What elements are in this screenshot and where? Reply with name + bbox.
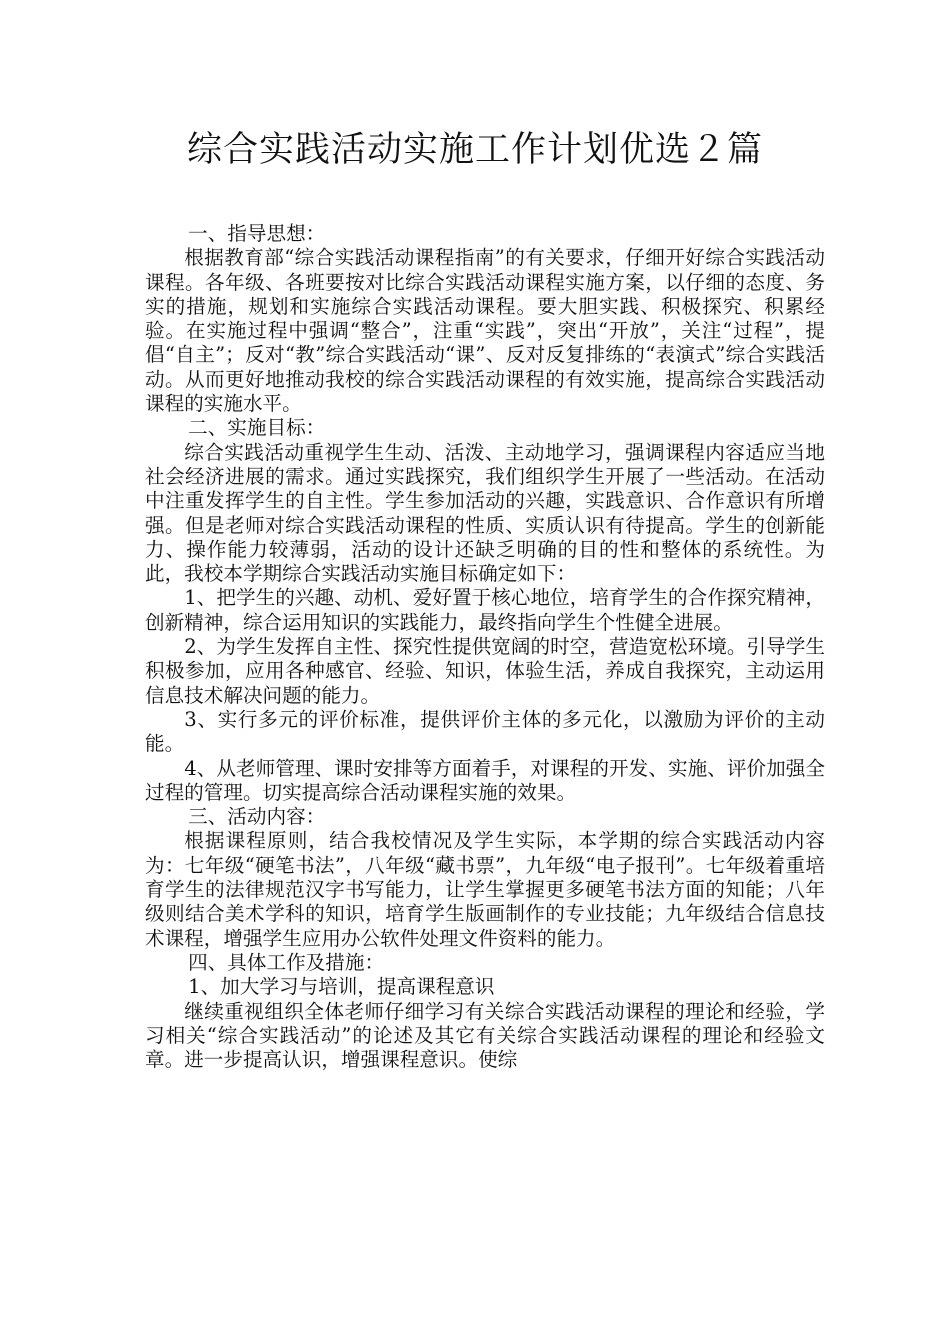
section-heading: 一、指导思想： — [188, 222, 326, 245]
body-paragraph: 1、把学生的兴趣、动机、爱好置于核心地位，培育学生的合作探究精神，创新精神，综合运用知识的实践能力，最终指向学生个性健全进展。 — [145, 586, 825, 634]
section-heading: 四、具体工作及措施： — [188, 950, 385, 974]
document-title: 综合实践活动实施工作计划优选２篇 — [186, 130, 763, 170]
body-paragraph: 继续重视组织全体老师仔细学习有关综合实践活动课程的理论和经验，学习相关“综合实践活动”的论述及其它有关综合实践活动课程的理论和经验文章。进一步提高认识，增强课程意识。使综 — [145, 999, 825, 1072]
body-paragraph: 2、为学生发挥自主性、探究性提供宽阔的时空，营造宽松环境。引导学生积极参加，应用各种感官、经验、知识，体验生活，养成自我探究，主动运用信息技术解决问题的能力。 — [145, 635, 825, 707]
body-paragraph: 根据课程原则，结合我校情况及学生实际，本学期的综合实践活动内容为：七年级“硬笔书法”，八年级“藏书票”，九年级“电子报刊”。七年级着重培育学生的法律规范汉字书写能力，让学生掌握更多硬笔书法方面的知能；八年级则结合美术学科的知识，培育学生版画制作的专业技能；九年级结合信息技术课程，增强学生应用办公软件处理文件资料的能力。 — [145, 829, 825, 950]
body-paragraph: 根据教育部“综合实践活动课程指南”的有关要求，仔细开好综合实践活动课程。各年级、各班要按对比综合实践活动课程实施方案，以仔细的态度、务实的措施，规划和实施综合实践活动课程。要大胆实践、积极探究、积累经验。在实施过程中强调“整合”，注重“实践”，突出“开放”，关注“过程”，提倡“自主”；反对“教”综合实践活动“课”、反对反复排练的“表演式”综合实践活动。从而更好地推动我校的综合实践活动课程的有效实施，提高综合实践活动课程的实施水平。 — [145, 246, 825, 416]
section-heading: 二、实施目标： — [188, 416, 326, 440]
section-heading: 三、活动内容： — [188, 805, 326, 829]
body-paragraph: 4、从老师管理、课时安排等方面着手，对课程的开发、实施、评价加强全过程的管理。切实提高综合活动课程实施的效果。 — [145, 756, 825, 804]
body-paragraph: 3、实行多元的评价标准，提供评价主体的多元化，以激励为评价的主动能。 — [145, 707, 825, 756]
document-body — [145, 222, 825, 1072]
section-heading: 1、加大学习与培训，提高课程意识 — [188, 975, 495, 999]
body-paragraph: 综合实践活动重视学生生动、活泼、主动地学习，强调课程内容适应当地社会经济进展的需求。通过实践探究，我们组织学生开展了一些活动。在活动中注重发挥学生的自主性。学生参加活动的兴趣，实践意识、合作意识有所增强。但是老师对综合实践活动课程的性质、实质认识有待提高。学生的创新能力、操作能力较薄弱，活动的设计还缺乏明确的目的性和整体的系统性。为此，我校本学期综合实践活动实施目标确定如下： — [145, 440, 825, 586]
